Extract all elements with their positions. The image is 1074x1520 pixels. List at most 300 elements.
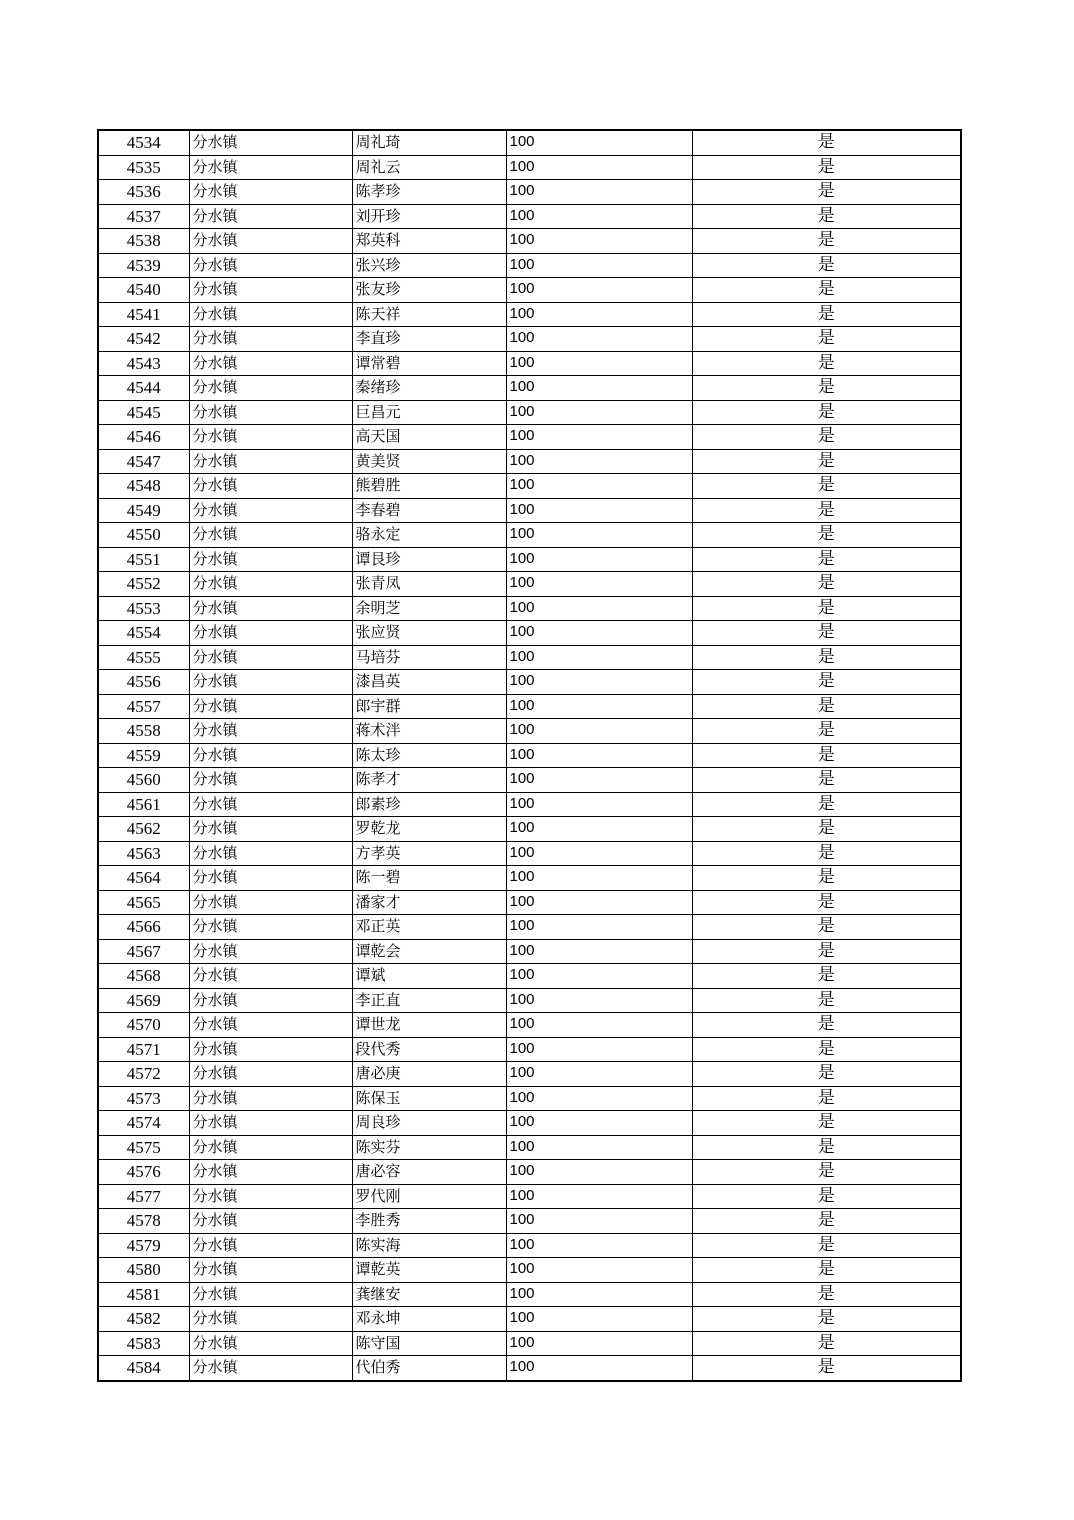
row-number-cell: 4549: [98, 498, 189, 523]
town-cell: 分水镇: [189, 670, 352, 695]
row-number-cell: 4565: [98, 890, 189, 915]
person-name-cell: 段代秀: [352, 1037, 506, 1062]
table-row: [98, 498, 961, 523]
person-name-cell: 陈孝才: [352, 768, 506, 793]
town-cell: 分水镇: [189, 939, 352, 964]
table-row: [98, 400, 961, 425]
row-number-cell: 4544: [98, 376, 189, 401]
amount-cell: 100: [506, 180, 692, 205]
person-name-cell: 张青凤: [352, 572, 506, 597]
row-number-cell: 4571: [98, 1037, 189, 1062]
table-row: [98, 351, 961, 376]
amount-cell: 100: [506, 1013, 692, 1038]
table-row: [98, 523, 961, 548]
table-row: [98, 1184, 961, 1209]
person-name-cell: 黄美贤: [352, 449, 506, 474]
row-number-cell: 4574: [98, 1111, 189, 1136]
row-number-cell: 4564: [98, 866, 189, 891]
table-row: [98, 425, 961, 450]
person-name-cell: 李胜秀: [352, 1209, 506, 1234]
flag-cell: 是: [692, 351, 961, 376]
row-number-cell: 4548: [98, 474, 189, 499]
table-row: [98, 964, 961, 989]
row-number-cell: 4569: [98, 988, 189, 1013]
table-row: [98, 915, 961, 940]
table-row: [98, 1062, 961, 1087]
amount-cell: 100: [506, 351, 692, 376]
amount-cell: 100: [506, 449, 692, 474]
town-cell: 分水镇: [189, 572, 352, 597]
row-number-cell: 4584: [98, 1356, 189, 1381]
flag-cell: 是: [692, 645, 961, 670]
flag-cell: 是: [692, 1086, 961, 1111]
table-row: [98, 1135, 961, 1160]
town-cell: 分水镇: [189, 621, 352, 646]
town-cell: 分水镇: [189, 841, 352, 866]
row-number-cell: 4551: [98, 547, 189, 572]
flag-cell: 是: [692, 915, 961, 940]
town-cell: 分水镇: [189, 180, 352, 205]
person-name-cell: 方孝英: [352, 841, 506, 866]
row-number-cell: 4537: [98, 204, 189, 229]
person-name-cell: 陈一碧: [352, 866, 506, 891]
amount-cell: 100: [506, 1037, 692, 1062]
town-cell: 分水镇: [189, 719, 352, 744]
flag-cell: 是: [692, 1160, 961, 1185]
amount-cell: 100: [506, 155, 692, 180]
table-row: [98, 547, 961, 572]
row-number-cell: 4581: [98, 1282, 189, 1307]
amount-cell: 100: [506, 694, 692, 719]
row-number-cell: 4553: [98, 596, 189, 621]
flag-cell: 是: [692, 253, 961, 278]
amount-cell: 100: [506, 939, 692, 964]
person-name-cell: 罗代刚: [352, 1184, 506, 1209]
flag-cell: 是: [692, 1037, 961, 1062]
amount-cell: 100: [506, 278, 692, 303]
person-name-cell: 熊碧胜: [352, 474, 506, 499]
amount-cell: 100: [506, 1111, 692, 1136]
row-number-cell: 4540: [98, 278, 189, 303]
town-cell: 分水镇: [189, 743, 352, 768]
amount-cell: 100: [506, 1233, 692, 1258]
town-cell: 分水镇: [189, 817, 352, 842]
amount-cell: 100: [506, 229, 692, 254]
person-name-cell: 陈实海: [352, 1233, 506, 1258]
table-row: [98, 1037, 961, 1062]
person-name-cell: 谭乾会: [352, 939, 506, 964]
table-row: [98, 743, 961, 768]
town-cell: 分水镇: [189, 1086, 352, 1111]
person-name-cell: 谭艮珍: [352, 547, 506, 572]
amount-cell: 100: [506, 1356, 692, 1381]
table-row: [98, 841, 961, 866]
amount-cell: 100: [506, 645, 692, 670]
person-name-cell: 邓永坤: [352, 1307, 506, 1332]
amount-cell: 100: [506, 841, 692, 866]
row-number-cell: 4542: [98, 327, 189, 352]
flag-cell: 是: [692, 1258, 961, 1283]
amount-cell: 100: [506, 964, 692, 989]
flag-cell: 是: [692, 866, 961, 891]
row-number-cell: 4538: [98, 229, 189, 254]
table-row: [98, 792, 961, 817]
row-number-cell: 4573: [98, 1086, 189, 1111]
amount-cell: 100: [506, 866, 692, 891]
flag-cell: 是: [692, 498, 961, 523]
row-number-cell: 4580: [98, 1258, 189, 1283]
table-row: [98, 229, 961, 254]
amount-cell: 100: [506, 1062, 692, 1087]
amount-cell: 100: [506, 302, 692, 327]
person-name-cell: 邓正英: [352, 915, 506, 940]
row-number-cell: 4583: [98, 1331, 189, 1356]
row-number-cell: 4570: [98, 1013, 189, 1038]
amount-cell: 100: [506, 1282, 692, 1307]
person-name-cell: 郎宇群: [352, 694, 506, 719]
amount-cell: 100: [506, 253, 692, 278]
table-row: [98, 939, 961, 964]
row-number-cell: 4546: [98, 425, 189, 450]
flag-cell: 是: [692, 964, 961, 989]
table-row: [98, 376, 961, 401]
table-row: [98, 302, 961, 327]
table-row: [98, 1356, 961, 1381]
amount-cell: 100: [506, 1258, 692, 1283]
town-cell: 分水镇: [189, 1356, 352, 1381]
person-name-cell: 潘家才: [352, 890, 506, 915]
table-row: [98, 278, 961, 303]
row-number-cell: 4576: [98, 1160, 189, 1185]
row-number-cell: 4567: [98, 939, 189, 964]
amount-cell: 100: [506, 523, 692, 548]
town-cell: 分水镇: [189, 1233, 352, 1258]
person-name-cell: 漆昌英: [352, 670, 506, 695]
amount-cell: 100: [506, 425, 692, 450]
table-row: [98, 1209, 961, 1234]
town-cell: 分水镇: [189, 1062, 352, 1087]
flag-cell: 是: [692, 130, 961, 155]
table-row: [98, 1307, 961, 1332]
amount-cell: 100: [506, 204, 692, 229]
flag-cell: 是: [692, 1356, 961, 1381]
person-name-cell: 余明芝: [352, 596, 506, 621]
row-number-cell: 4555: [98, 645, 189, 670]
amount-cell: 100: [506, 890, 692, 915]
person-name-cell: 张应贤: [352, 621, 506, 646]
table-row: [98, 327, 961, 352]
amount-cell: 100: [506, 547, 692, 572]
row-number-cell: 4559: [98, 743, 189, 768]
row-number-cell: 4539: [98, 253, 189, 278]
table-row: [98, 1282, 961, 1307]
town-cell: 分水镇: [189, 1307, 352, 1332]
person-name-cell: 李春碧: [352, 498, 506, 523]
person-name-cell: 唐必庚: [352, 1062, 506, 1087]
town-cell: 分水镇: [189, 890, 352, 915]
table-row: [98, 1160, 961, 1185]
town-cell: 分水镇: [189, 523, 352, 548]
flag-cell: 是: [692, 278, 961, 303]
person-name-cell: 李直珍: [352, 327, 506, 352]
amount-cell: 100: [506, 719, 692, 744]
town-cell: 分水镇: [189, 768, 352, 793]
row-number-cell: 4541: [98, 302, 189, 327]
row-number-cell: 4572: [98, 1062, 189, 1087]
person-name-cell: 张友珍: [352, 278, 506, 303]
row-number-cell: 4562: [98, 817, 189, 842]
person-name-cell: 谭斌: [352, 964, 506, 989]
table-row: [98, 645, 961, 670]
town-cell: 分水镇: [189, 547, 352, 572]
table-row: [98, 204, 961, 229]
flag-cell: 是: [692, 474, 961, 499]
flag-cell: 是: [692, 302, 961, 327]
flag-cell: 是: [692, 694, 961, 719]
town-cell: 分水镇: [189, 1282, 352, 1307]
town-cell: 分水镇: [189, 376, 352, 401]
town-cell: 分水镇: [189, 988, 352, 1013]
table-row: [98, 694, 961, 719]
flag-cell: 是: [692, 596, 961, 621]
row-number-cell: 4547: [98, 449, 189, 474]
row-number-cell: 4577: [98, 1184, 189, 1209]
flag-cell: 是: [692, 743, 961, 768]
table-row: [98, 890, 961, 915]
table-row: [98, 768, 961, 793]
table-row: [98, 1111, 961, 1136]
flag-cell: 是: [692, 1184, 961, 1209]
amount-cell: 100: [506, 498, 692, 523]
person-name-cell: 秦绪珍: [352, 376, 506, 401]
person-name-cell: 陈实芬: [352, 1135, 506, 1160]
flag-cell: 是: [692, 1282, 961, 1307]
town-cell: 分水镇: [189, 1013, 352, 1038]
town-cell: 分水镇: [189, 915, 352, 940]
row-number-cell: 4552: [98, 572, 189, 597]
flag-cell: 是: [692, 988, 961, 1013]
person-name-cell: 蒋术泮: [352, 719, 506, 744]
table-row: [98, 719, 961, 744]
amount-cell: 100: [506, 768, 692, 793]
amount-cell: 100: [506, 670, 692, 695]
person-name-cell: 谭乾英: [352, 1258, 506, 1283]
table-row: [98, 1258, 961, 1283]
town-cell: 分水镇: [189, 400, 352, 425]
row-number-cell: 4536: [98, 180, 189, 205]
town-cell: 分水镇: [189, 351, 352, 376]
amount-cell: 100: [506, 1160, 692, 1185]
flag-cell: 是: [692, 670, 961, 695]
flag-cell: 是: [692, 547, 961, 572]
row-number-cell: 4578: [98, 1209, 189, 1234]
amount-cell: 100: [506, 400, 692, 425]
town-cell: 分水镇: [189, 278, 352, 303]
flag-cell: 是: [692, 425, 961, 450]
flag-cell: 是: [692, 229, 961, 254]
table-row: [98, 449, 961, 474]
town-cell: 分水镇: [189, 964, 352, 989]
flag-cell: 是: [692, 1013, 961, 1038]
flag-cell: 是: [692, 327, 961, 352]
amount-cell: 100: [506, 596, 692, 621]
person-name-cell: 李正直: [352, 988, 506, 1013]
row-number-cell: 4561: [98, 792, 189, 817]
table-row: [98, 1233, 961, 1258]
flag-cell: 是: [692, 449, 961, 474]
amount-cell: 100: [506, 792, 692, 817]
row-number-cell: 4545: [98, 400, 189, 425]
row-number-cell: 4560: [98, 768, 189, 793]
flag-cell: 是: [692, 890, 961, 915]
town-cell: 分水镇: [189, 1135, 352, 1160]
data-table: [97, 129, 962, 1382]
town-cell: 分水镇: [189, 1037, 352, 1062]
flag-cell: 是: [692, 719, 961, 744]
row-number-cell: 4543: [98, 351, 189, 376]
town-cell: 分水镇: [189, 866, 352, 891]
flag-cell: 是: [692, 400, 961, 425]
person-name-cell: 郑英科: [352, 229, 506, 254]
amount-cell: 100: [506, 572, 692, 597]
flag-cell: 是: [692, 523, 961, 548]
flag-cell: 是: [692, 1135, 961, 1160]
flag-cell: 是: [692, 621, 961, 646]
person-name-cell: 谭世龙: [352, 1013, 506, 1038]
person-name-cell: 高天国: [352, 425, 506, 450]
table-row: [98, 817, 961, 842]
person-name-cell: 陈保玉: [352, 1086, 506, 1111]
table-body: [98, 130, 961, 1381]
town-cell: 分水镇: [189, 1160, 352, 1185]
town-cell: 分水镇: [189, 1184, 352, 1209]
town-cell: 分水镇: [189, 694, 352, 719]
amount-cell: 100: [506, 915, 692, 940]
amount-cell: 100: [506, 1331, 692, 1356]
table-row: [98, 572, 961, 597]
person-name-cell: 郎素珍: [352, 792, 506, 817]
person-name-cell: 周礼琦: [352, 130, 506, 155]
person-name-cell: 代伯秀: [352, 1356, 506, 1381]
row-number-cell: 4550: [98, 523, 189, 548]
row-number-cell: 4557: [98, 694, 189, 719]
table-row: [98, 474, 961, 499]
row-number-cell: 4554: [98, 621, 189, 646]
town-cell: 分水镇: [189, 1209, 352, 1234]
town-cell: 分水镇: [189, 253, 352, 278]
row-number-cell: 4534: [98, 130, 189, 155]
flag-cell: 是: [692, 155, 961, 180]
amount-cell: 100: [506, 1184, 692, 1209]
table-row: [98, 253, 961, 278]
amount-cell: 100: [506, 1307, 692, 1332]
table-row: [98, 1331, 961, 1356]
flag-cell: 是: [692, 841, 961, 866]
flag-cell: 是: [692, 1233, 961, 1258]
person-name-cell: 巨昌元: [352, 400, 506, 425]
table-row: [98, 866, 961, 891]
amount-cell: 100: [506, 621, 692, 646]
amount-cell: 100: [506, 474, 692, 499]
table-row: [98, 670, 961, 695]
flag-cell: 是: [692, 1331, 961, 1356]
person-name-cell: 周礼云: [352, 155, 506, 180]
town-cell: 分水镇: [189, 327, 352, 352]
person-name-cell: 谭常碧: [352, 351, 506, 376]
row-number-cell: 4575: [98, 1135, 189, 1160]
amount-cell: 100: [506, 130, 692, 155]
row-number-cell: 4579: [98, 1233, 189, 1258]
amount-cell: 100: [506, 376, 692, 401]
person-name-cell: 陈太珍: [352, 743, 506, 768]
table-row: [98, 130, 961, 155]
table-row: [98, 596, 961, 621]
flag-cell: 是: [692, 1062, 961, 1087]
person-name-cell: 周良珍: [352, 1111, 506, 1136]
flag-cell: 是: [692, 817, 961, 842]
flag-cell: 是: [692, 180, 961, 205]
person-name-cell: 骆永定: [352, 523, 506, 548]
town-cell: 分水镇: [189, 1111, 352, 1136]
row-number-cell: 4568: [98, 964, 189, 989]
flag-cell: 是: [692, 1111, 961, 1136]
row-number-cell: 4566: [98, 915, 189, 940]
flag-cell: 是: [692, 376, 961, 401]
town-cell: 分水镇: [189, 425, 352, 450]
flag-cell: 是: [692, 1307, 961, 1332]
town-cell: 分水镇: [189, 1258, 352, 1283]
amount-cell: 100: [506, 817, 692, 842]
flag-cell: 是: [692, 939, 961, 964]
town-cell: 分水镇: [189, 302, 352, 327]
amount-cell: 100: [506, 988, 692, 1013]
amount-cell: 100: [506, 1135, 692, 1160]
town-cell: 分水镇: [189, 645, 352, 670]
person-name-cell: 龚继安: [352, 1282, 506, 1307]
flag-cell: 是: [692, 204, 961, 229]
town-cell: 分水镇: [189, 204, 352, 229]
row-number-cell: 4563: [98, 841, 189, 866]
table-row: [98, 988, 961, 1013]
town-cell: 分水镇: [189, 498, 352, 523]
person-name-cell: 陈天祥: [352, 302, 506, 327]
table-row: [98, 621, 961, 646]
row-number-cell: 4558: [98, 719, 189, 744]
person-name-cell: 罗乾龙: [352, 817, 506, 842]
town-cell: 分水镇: [189, 474, 352, 499]
person-name-cell: 马培芬: [352, 645, 506, 670]
table-row: [98, 180, 961, 205]
table-row: [98, 1013, 961, 1038]
row-number-cell: 4556: [98, 670, 189, 695]
town-cell: 分水镇: [189, 449, 352, 474]
amount-cell: 100: [506, 1086, 692, 1111]
amount-cell: 100: [506, 327, 692, 352]
flag-cell: 是: [692, 1209, 961, 1234]
flag-cell: 是: [692, 768, 961, 793]
town-cell: 分水镇: [189, 130, 352, 155]
row-number-cell: 4582: [98, 1307, 189, 1332]
person-name-cell: 唐必容: [352, 1160, 506, 1185]
person-name-cell: 陈守国: [352, 1331, 506, 1356]
town-cell: 分水镇: [189, 792, 352, 817]
row-number-cell: 4535: [98, 155, 189, 180]
table-row: [98, 155, 961, 180]
table-row: [98, 1086, 961, 1111]
person-name-cell: 张兴珍: [352, 253, 506, 278]
town-cell: 分水镇: [189, 1331, 352, 1356]
person-name-cell: 陈孝珍: [352, 180, 506, 205]
